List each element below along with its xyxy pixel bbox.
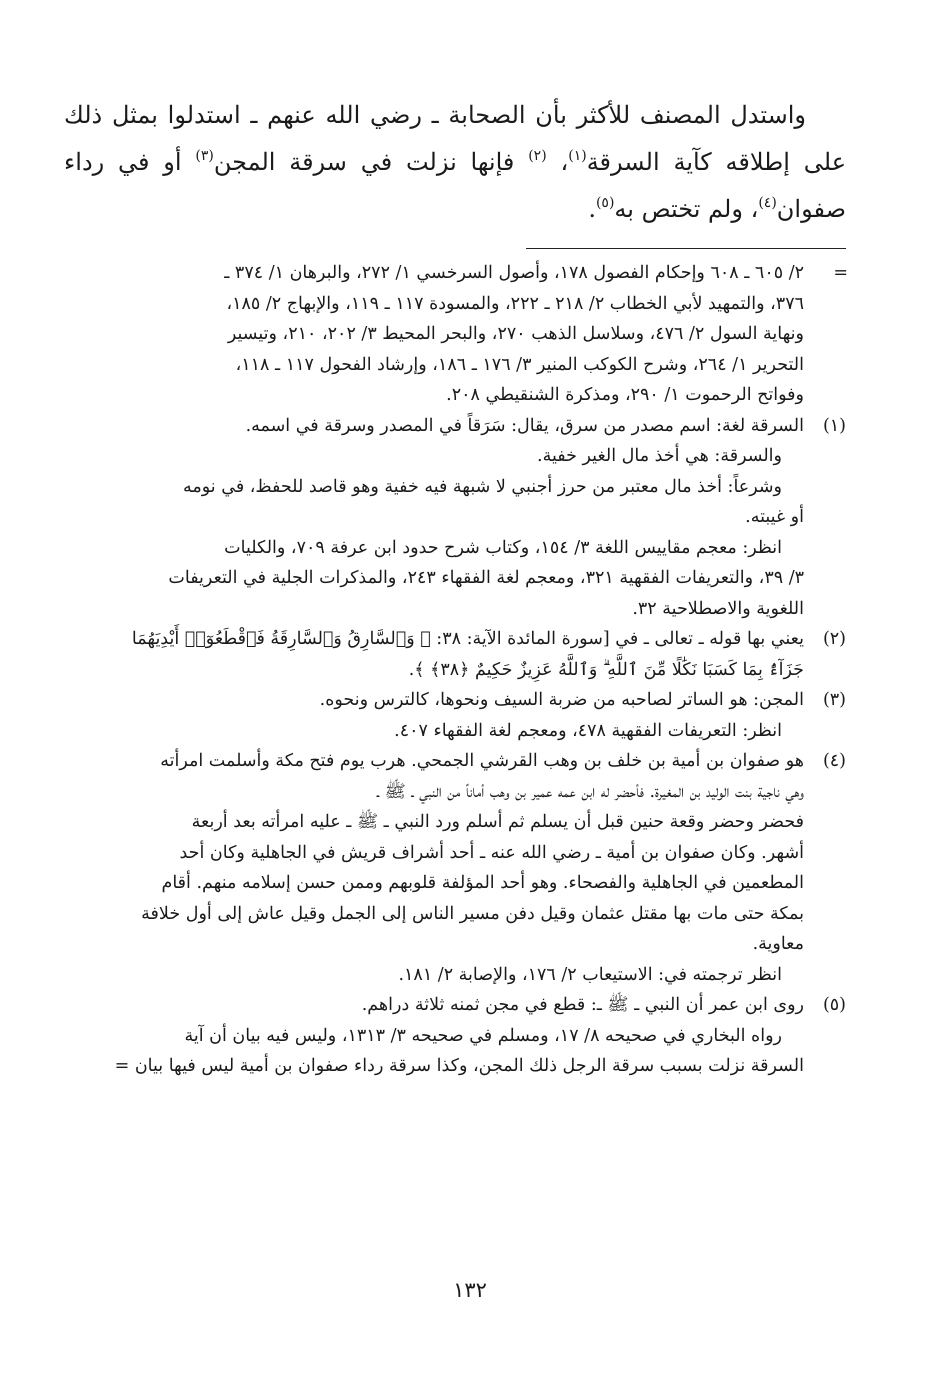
main-line-2a: على إطلاقه كآية السرقة [586,148,847,176]
footnote-number: (٥) [822,995,846,1015]
footnote-number: (٤) [822,751,846,771]
footnote-line: هو صفوان بن أمية بن خلف بن وهب القرشي الجمحي. هرب يوم فتح مكة وأسلمت امرأته [160,751,804,771]
footnote-line: بمكة حتى مات بها مقتل عثمان وقيل دفن مسير الناس إلى الجمل وقيل عاش إلى أول خلافة [141,903,804,924]
footnote-ref-4[interactable]: (٤) [758,195,777,211]
main-line-2c: أو في رداء صفوان [64,148,846,223]
footnote-3 [64,685,846,746]
main-paragraph [64,92,846,233]
main-line-2d: ، [750,195,759,223]
footnotes [64,258,846,1082]
footnote-line: وشرعاً: أخذ مال معتبر من حرز أجنبي لا شبهة فيه خفية وهو قاصد للحفظ، في نومه [183,476,782,497]
footnote-number: (٣) [822,690,846,710]
footnote-line: روى ابن عمر أن النبي ـ ﷺ ـ: قطع في مجن ثمنه ثلاثة دراهم. [361,995,804,1015]
footnote-line: انظر: معجم مقاييس اللغة ٣/ ١٥٤، وكتاب شرح حدود ابن عرفة ٧٠٩، والكليات [224,537,782,558]
footnote-separator [526,248,846,249]
footnote-line: والسرقة: هي أخذ مال الغير خفية. [537,446,782,466]
footnote-4 [64,746,846,990]
footnote-line: انظر ترجمته في: الاستيعاب ٢/ ١٧٦، والإصابة ٢/ ١٨١. [398,964,782,985]
main-line-2-sep: ، [546,148,569,176]
footnote-line: السرقة لغة: اسم مصدر من سرق، يقال: سَرَقاً في المصدر وسرقة في اسمه. [245,415,804,436]
footnote-line: اللغوية والاصطلاحية ٣٢. [632,598,804,619]
footnote-ref-3[interactable]: (٣) [195,148,214,164]
footnote-line: المجن: هو الساتر لصاحبه من ضربة السيف ونحوها، كالترس ونحوه. [319,690,804,710]
footnote-line: جَزَآءًۢ بِمَا كَسَبَا نَكَٰلًا مِّنَ ٱللَّهِ ۗ وَٱللَّهُ عَزِيزٌ حَكِيمٌ ﴿٣٨﴾ ﴾. [408,659,804,680]
footnote-line: المطعمين في الجاهلية والفصحاء. وهو أحد المؤلفة قلوبهم وممن حسن إسلامه منهم. أقام [161,873,804,893]
footnote-line: ٢/ ٦٠٥ ـ ٦٠٨ وإحكام الفصول ١٧٨، وأصول السرخسي ١/ ٢٧٢، والبرهان ١/ ٣٧٤ ـ [224,263,804,283]
page-number: ١٣٢ [453,1278,487,1302]
continuation-mark: = [833,263,848,283]
footnote-line: وفواتح الرحموت ١/ ٢٩٠، ومذكرة الشنقيطي ٢٠٨. [446,385,804,405]
main-line-1: واستدل المصنف للأكثر بأن الصحابة ـ رضي الله عنهم ـ استدلوا بمثل ذلك [64,101,806,129]
footnote-line: التحرير ١/ ٢٦٤، وشرح الكوكب المنير ٣/ ١٧٦ ـ ١٨٦، وإرشاد الفحول ١١٧ ـ ١١٨، [235,354,804,375]
footnote-line: انظر: التعريفات الفقهية ٤٧٨، ومعجم لغة الفقهاء ٤٠٧. [394,720,782,741]
footnote-line: فحضر وحضر وقعة حنين قبل أن يسلم ثم أسلم ورد النبي ـ ﷺ ـ عليه امرأته بعد أربعة [191,812,804,832]
footnote-line: أشهر. وكان صفوان بن أمية ـ رضي الله عنه ـ أحد أشراف قريش في الجاهلية وكان أحد [179,842,804,863]
footnote-line: وهي ناجية بنت الوليد بن المغيرة. فأحضر له ابن عمه عمير بن وهب أماناً من النبي ـ ﷺ ـ [376,781,804,802]
main-text [64,92,846,233]
footnote-line: رواه البخاري في صحيحه ٨/ ١٧، ومسلم في صحيحه ٣/ ١٣١٣، وليس فيه بيان أن آية [184,1025,782,1046]
footnote-line: يعني بها قوله ـ تعالى ـ في [سورة المائدة الآية: ٣٨: ﴿ وَٱلسَّارِقُ وَٱلسَّارِقَةُ فَٱقْطَعُوٓا۟ أَيْدِيَهُمَا [131,629,804,649]
footnote-5 [64,990,846,1082]
footnote-line: أو غيبته. [745,507,804,527]
main-line-3a: ولم تختص به [614,195,743,223]
footnote-line: معاوية. [752,934,804,954]
footnote-line: ٣٧٦، والتمهيد لأبي الخطاب ٢/ ٢١٨ ـ ٢٢٢، والمسودة ١١٧ ـ ١١٩، والإبهاج ٢/ ١٨٥، [226,293,804,314]
footnote-1 [64,411,846,625]
footnote-ref-5[interactable]: (٥) [595,195,615,211]
footnote-line: السرقة نزلت بسبب سرقة الرجل ذلك المجن، وكذا سرقة رداء صفوان بن أمية ليس فيها بيان = [114,1056,804,1076]
footnote-ref-1[interactable]: (١) [568,148,587,164]
footnote-number: (٢) [822,629,846,649]
footnote-ref-2[interactable]: (٢) [528,148,547,164]
footnote-line: ونهاية السول ٢/ ٤٧٦، وسلاسل الذهب ٢٧٠، والبحر المحيط ٣/ ٢٠٢، ٢١٠، وتيسير [227,324,804,344]
main-line-3b: . [588,195,596,223]
footnote-line: ٣/ ٣٩، والتعريفات الفقهية ٣٢١، ومعجم لغة الفقهاء ٢٤٣، والمذكرات الجلية في التعريفات [168,568,804,588]
footnote-continuation [64,258,846,411]
main-line-2b: فإنها نزلت في سرقة المجن [213,148,529,176]
footnote-2 [64,624,846,685]
footnote-number: (١) [822,415,846,436]
